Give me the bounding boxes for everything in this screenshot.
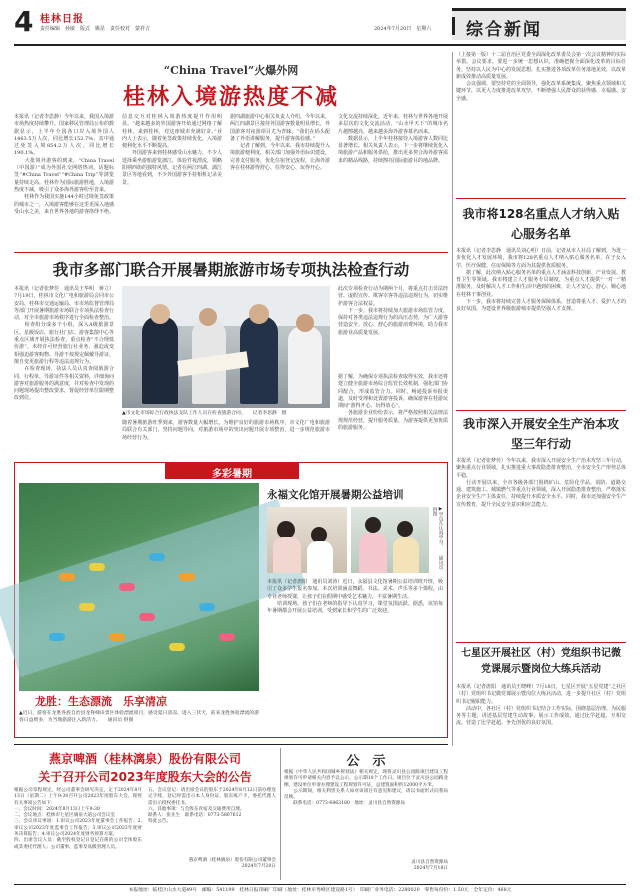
training-photo-2	[351, 507, 429, 573]
article-1-kicker: “China Travel”火爆外网	[163, 64, 299, 77]
public-notice-signature: 灵川县自然资源局 2024年7月18日	[411, 860, 448, 872]
public-notice-text: 根据《中华人民共和国城乡规划法》相关规定，现将灵川县公园路项目建设工程规划许可申请相关内容予以公示，公示期10个工作日。项目位于灵川县公园路北侧，建设单位申请办理建设工程规划许可证，总建筑面积约12000平方米。 公示期间，相关利害关系人如对该项目有意见和建议，请以书面形式向我局反映。 联系电话：0773-6863180 地址：灵川县自然资源局	[284, 770, 448, 807]
article-1-col-2: 信息交互对桂林入境游热度提升作用明显。“越来越多的外国游客开始通过网络了解桂林、来到桂林，对这座城市充满好奇。”业内人士表示，随着免签政策持续优化，入境游便利化水平不断提高。 外国游客来到桂林感受山水魅力，不少人选择乘坐游船游览漓江，体验竹筏漂流，领略阳朔西街的独特风情。记者在两江四湖、漓江景区等地看到，不少外国游客手持相机记录美景。	[122, 114, 223, 186]
training-vertical-caption: ▶学员在认真学习。 通讯员 供图	[432, 507, 443, 570]
divider	[456, 198, 626, 199]
article-2-col-4: 据了解，为确保专项执法检查取得实效，我市还将建立健全旅游市场综合监管长效机制，强化部门协同配合，形成监管合力。同时，畅通投诉举报渠道，及时受理和处置游客投诉，确保游客在桂游玩期间“游得开心、玩得放心”。 各旅游企业纷纷表示，将严格按照相关法律法规规范经营，提升服务质量，为游客提供更加优质的旅游服务。	[338, 374, 449, 432]
section-flag	[452, 8, 626, 40]
rafting-photo	[19, 483, 259, 691]
footer-text: 本报地址：临桂区山水大道49号 邮编：541199 桂林日报印刷厂印刷（地址：桂林市秀峰区建设路1号） 印刷厂业务电话：2280020 零售每份价：1.50元 全年定价：468元	[128, 888, 512, 893]
party-headline: 七星区开展社区（村）党组织书记微党课展示暨岗位大练兵活动	[461, 648, 621, 675]
divider	[456, 642, 626, 643]
feature-box	[14, 462, 448, 738]
article-1-col-3: 据四湖旅游中心相关负责人介绍，今年以来，两江四湖景区接待外国游客数量明显增长，外国游客对夜游项目尤为青睐。“我们在码头配备了外语讲解服务，提升游客体验感。” 记者了解到，今年以来，我市持续提升入境旅游便利度，相关部门加强外语标识建设，完善支付服务，优化住宿登记流程，让海外游客在桂林游得舒心、住得安心、玩得开心。	[230, 114, 331, 172]
article-2-headline: 我市多部门联合开展暑期旅游市场专项执法检查行动	[52, 261, 410, 279]
section-title: 综合新闻	[466, 20, 542, 40]
article-1-col-4: 文化交流持续深化。近年来，桂林与世界各地开展多层次的文化交流活动，“山水甲天下”的城市名片越擦越亮，越来越多海外游客慕名而来。 数据显示，上半年桂林接待入境游客人数同比显著增长。相关负责人表示，下一步将继续优化入境旅游产品和服务供给，推出更多契合海外游客需求的精品线路，持续擦亮国际旅游目的地品牌。	[338, 114, 449, 164]
public-notice	[284, 748, 448, 880]
issue-date: 2024年7月20日 星期六	[374, 26, 432, 32]
paper-name: 桂林日报	[40, 14, 84, 25]
column-divider	[452, 52, 453, 746]
safety-headline: 我市深入开展安全生产治本攻坚三年行动	[462, 417, 619, 451]
editors-line: 责任编辑 孙敏 版式 姚昆 责任校对 蒙祥吉	[40, 26, 151, 32]
rafting-title: 龙胜：生态漂流 乐享清凉	[35, 695, 167, 708]
safety-text: 本报讯（记者张梦佳）今年以来，我市深入开展安全生产治本攻坚三年行动，聚焦重点行业领域，扎实推进重大事故隐患排查整治，全市安全生产形势总体平稳。 行动开展以来，全市各级各部门围绕矿山、危险化学品、消防、道路交通、建筑施工、城镇燃气等重点行业领域，深入开展隐患排查整治，严格落实企业安全生产主体责任，持续提升本质安全水平。同时，我市还加强安全生产宣传教育，提升全民安全意识和应急能力。	[456, 458, 627, 508]
right-column	[456, 52, 626, 746]
feature-banner-label: 多彩暑期	[212, 469, 252, 480]
right-intro: （上接第一版）十二届自治区党委全面深化改革委员会第一次会议精神的实际举措。会议要求，要进一步统一思想认识，准确把握全面深化改革的目标任务，坚持以人民为中心的发展思想，扎实推进各项改革任务落地见效，以改革新成效推动高质量发展。 会议强调，要坚持党的全面领导，强化改革系统集成，聚焦重点领域和关键环节，以更大力度推进改革攻坚，不断增强人民群众的获得感、幸福感、安全感。	[456, 52, 627, 102]
divider	[14, 744, 448, 745]
article-2-photo-caption: ▲市文化市场综合行政执法支队工作人员在检查旅游合同。 记者李思静 摄	[122, 411, 287, 416]
shareholder-right-text: 五、会议登记：请出席会议的股东于2024年8月12日前办理登记手续，登记时需出示本人身份证、股东账户卡，委托代理人需出示授权委托书。 六、其他事项：与会股东食宿及交通费用自理。 联系人：张先生 联系电话：0773-5807612 特此公告。	[148, 788, 276, 825]
article-2	[14, 258, 448, 458]
talent-text: 本报讯（记者李思静 通讯员刘心明）日前，记者从市人社局了解到，为进一步优化人才发展环境，我市将128名重点人才纳入贴心服务名单，在子女入学、医疗保健、住房保障等方面为其提供优质服务。 据了解，此次纳入贴心服务名单的重点人才涵盖科技创新、产业发展、教育卫生等领域。我市将建立人才服务专员制度，为重点人才提供“一对一”精准服务，及时解决人才工作和生活中遇到的困难，让人才安心、舒心、顺心地在桂林干事创业。 下一步，我市将持续完善人才服务保障体系，营造尊重人才、爱护人才的良好氛围，为建设世界级旅游城市提供坚强人才支撑。	[456, 248, 627, 313]
article-2-col-1: 本报讯（记者张梦佳 通讯员王华明 蒋立）7月19日，桂林市文化广电和旅游局会同市公安局、桂林市交通运输局、市市场监督管理局等部门开展暑期旅游市场联合专项执法检查行动，对全市旅游市场秩序进行全面检查整治。 检查组分成多个小组，深入A级旅游景区、星级饭店、旅行社门店、游客集散中心等重点区域开展执法检查，重点检查“不合理低价游”、未经许可经营旅行社业务、强迫或变相强迫游客购物、导游不按规定佩戴导游证、擅自变更旅游行程等违法违规行为。 在检查现场，执法人员认真查阅旅游合同、行程单、导游证件等相关资料，详细询问游客对旅游服务的满意度，并对检查中发现的问题现场提出整改要求，督促经营单位限期整改到位。	[14, 286, 115, 402]
article-1-col-1: 本报讯（记者李思静）今年以来，我国入境游市场热度持续攀升。国家移民管理局公布的数据显示，上半年全国各口岸入境外国人1463.5万人次，同比增长152.7%，其中通过免签入境854.2万人次，同比增长190.1%。 大批境外游客的到来，“China Travel（中国游）”成为外国社交网络热词，话题标签“#China Travel”“#China Trip”等浏览量持续走高。桂林作为国际旅游胜地，入境游热度不减，吸引了众多海外游客纷至沓来。 桂林作为我国实施144小时过境免签政策的城市之一，入境游客能够在这里更深入地感受山水之美，来自世界各地的游客络绎不绝。	[14, 114, 115, 215]
divider	[14, 252, 448, 253]
footer-rule	[14, 884, 626, 885]
training-title: 永福文化馆开展暑期公益培训	[267, 489, 404, 501]
masthead	[14, 5, 626, 42]
article-1-headline: 桂林入境游热度不减	[122, 85, 339, 110]
talent-headline: 我市将128名重点人才纳入贴心服务名单	[462, 207, 620, 241]
divider	[280, 748, 281, 880]
company-name: 燕京啤酒（桂林漓泉）股份有限公司	[48, 752, 241, 766]
party-text: 本报讯（记者唐阳 通讯员王晓峰）7月18日，七星区开展“五星党建”之社区（村）党组织书记微党课展示暨岗位大练兵活动，进一步提升社区（村）党组织书记履职能力。 活动中，各社区（村）党组织书记结合工作实际，围绕基层治理、为民服务等主题，讲述基层党建生动故事，展示工作成效。通过比学赶超、互相交流，营造了比学赶超、争先创优的良好氛围。	[456, 684, 627, 727]
divider	[456, 410, 626, 411]
notice-title: 关于召开公司2023年度股东大会的公告	[38, 770, 252, 784]
enforcement-photo	[122, 286, 330, 408]
shareholder-signature: 燕京啤酒（桂林漓泉）股份有限公司董事会 2024年7月20日	[188, 858, 276, 870]
article-1	[14, 52, 448, 250]
shareholder-notice	[14, 748, 276, 880]
training-text: 本报讯（记者唐阳 通讯员刘涛）近日，永福县文化馆暑期公益培训班开班，吸引了众多学生报名参加。本次培训涵盖舞蹈、书法、美术、声乐等多个课程，由专业老师授课，让孩子们在假期中感受艺术魅力，丰富暑期生活。 培训现场，孩子们在老师的指导下认真学习，课堂氛围活跃。据悉，该馆每年暑期都会开展公益培训，受到家长和学生的广泛欢迎。	[267, 579, 443, 615]
article-2-col-3: 此次专项检查行动为期两个月，将重点打击非法经营、虚假宣传、欺客宰客等违法违规行为，切实维护游客合法权益。 下一步，我市将持续加大旅游市场监管力度，保持对各类违法违规行为的高压态势，为广大游客营造安全、放心、舒心的旅游消费环境，助力我市旅游业高质量发展。	[338, 286, 449, 336]
training-photo-1	[267, 507, 347, 573]
article-2-col-2: 随着暑期旅游旺季到来，游客数量大幅增长。为维护良好的旅游市场秩序，市文化广电和旅游局联合有关部门，坚持问题导向，对旅游市场中的突出问题开展专项整治，进一步规范旅游市场经营行为。	[122, 420, 330, 441]
feature-banner	[165, 463, 299, 479]
masthead-rule	[14, 44, 626, 46]
page-number: 4	[14, 5, 34, 38]
rafting-caption: ▲近日，游客在龙胜各族自治县龙脊梯田景区体验漂流项目，感受夏日清凉。进入三伏天，前来龙胜体验漂流的游客日益增多，为当地旅游注入新活力。 通讯员 供图	[19, 711, 259, 723]
public-notice-title: 公 示	[346, 754, 386, 769]
shareholder-left-text: 根据公司章程规定，经公司董事会研究决定，定于2024年8月13日（星期二）上午9:30召开公司2023年度股东大会。现将有关事项公告如下： 一、会议时间：2024年8月13日上午9:30 二、会议地点：桂林市七星区漓泉大道公司会议室 三、会议审议事项：1.审议公司2023年度董事会工作报告；2.审议公司2023年度监事会工作报告；3.审议公司2023年度财务决算报告；4.审议公司2024年度财务预算方案。 四、出席会议人员：截至股权登记日登记在册的公司全体股东或其委托代理人；公司董事、监事及高级管理人员。	[14, 788, 142, 850]
